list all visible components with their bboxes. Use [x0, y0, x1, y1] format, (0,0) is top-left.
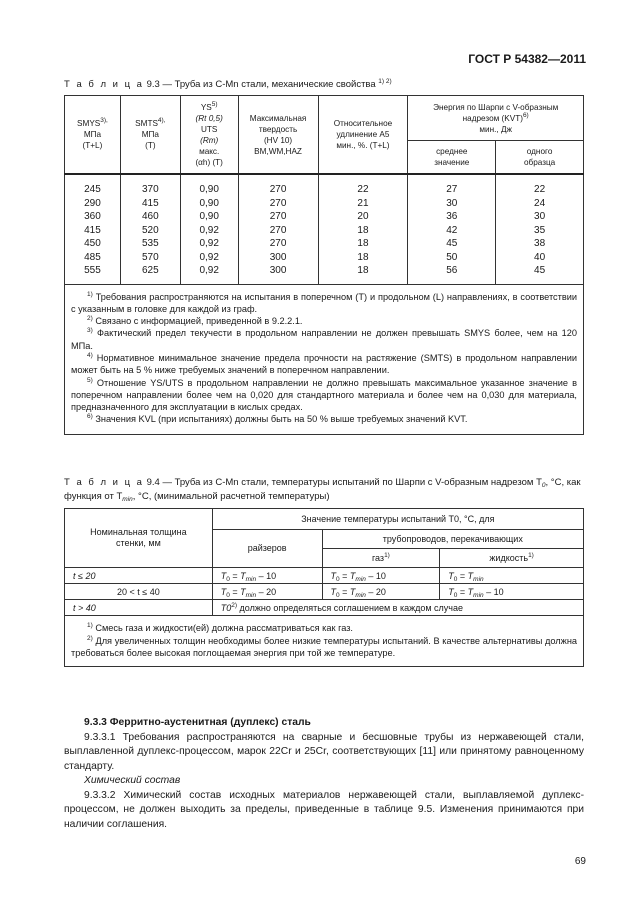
header-liquid: жидкость$^{1)}$ [440, 549, 584, 568]
table-row [65, 584, 584, 600]
header-test-temperature: Значение температуры испытаний T0, °C, для [212, 509, 583, 530]
paragraph-2: 9.3.3.2 Химический состав исходных материалов нержавеющей стали, выплавляемой дуплекс-процессом, не должен выходить за пределы, приведенные в таблице 9.5. Изменения принимаются при наличии соглашения. [64, 789, 584, 830]
footnote: $^{4)}$ Нормативное минимальное значение предела прочности на растяжение (SMTS) в продольном направлении может быть на 5 % ниже требуемых значений в поперечном направлении. [71, 351, 577, 376]
footnote: $^{1)}$ Смесь газа и жидкости(ей) должна рассматриваться как газ. [87, 622, 353, 633]
footnote: $^{6)}$ Значения KVL (при испытаниях) должны быть на 50 % выше требуемых значений KVT. [87, 413, 468, 425]
section-text [64, 716, 584, 832]
header-energy: Энергия по Шарпи с V-образным надрезом (KVT)$^{6)}$ мин., Дж [408, 96, 584, 141]
table-cell: 0,92 [180, 264, 238, 284]
cell-gas: $T_0 = T_{min} - 10$ [322, 568, 440, 584]
table-cell: 45 [408, 237, 496, 251]
table-cell: 270 [238, 174, 318, 197]
header-risers: райзеров [212, 530, 322, 568]
table-cell: 370 [120, 174, 180, 197]
header-pipelines: трубопроводов, перекачивающих [322, 530, 583, 549]
table-row [65, 264, 584, 284]
table-cell: 245 [65, 174, 121, 197]
table-cell: 485 [65, 251, 121, 265]
table-cell: 535 [120, 237, 180, 251]
table-cell: 555 [65, 264, 121, 284]
cell-risers: $T_0 = T_{min} - 20$ [212, 584, 322, 600]
table-cell: 35 [496, 224, 584, 238]
table-9-3 [64, 95, 584, 435]
table-9-3-body [65, 174, 584, 284]
table-cell: 18 [318, 264, 408, 284]
cell-merged: T0$^{2)}$ должно определяться соглашением в каждом случае [212, 600, 583, 616]
table-cell: 0,92 [180, 237, 238, 251]
cell-thickness: t ≤ 20 [65, 568, 213, 584]
table-cell: 18 [318, 224, 408, 238]
table-9-4-caption: Т а б л и ц а 9.4 — Труба из C-Mn стали, температуры испытаний по Шарпи с V-образным надрезом $T_0$, °C, как функция от $T_{min}$, °C, (минимальной расчетной температуры) [64, 477, 581, 503]
table-row [65, 224, 584, 238]
table-cell: 42 [408, 224, 496, 238]
header-average: среднее значение [408, 141, 496, 175]
header-gas: газ$^{1)}$ [322, 549, 440, 568]
table-row [65, 210, 584, 224]
table-cell: 22 [318, 174, 408, 197]
table-cell: 20 [318, 210, 408, 224]
table-cell: 0,92 [180, 224, 238, 238]
table-row [65, 197, 584, 211]
table-cell: 0,90 [180, 210, 238, 224]
table-cell: 40 [496, 251, 584, 265]
page-number: 69 [574, 856, 586, 867]
table-cell: 0,90 [180, 197, 238, 211]
table-cell: 24 [496, 197, 584, 211]
table-cell: 520 [120, 224, 180, 238]
table-9-3-caption-text: 9.3 — Труба из C-Mn стали, механические свойства [146, 79, 376, 90]
footnote: $^{2)}$ Связано с информацией, приведенной в 9.2.2.1. [87, 315, 303, 327]
table-cell: 36 [408, 210, 496, 224]
table-cell: 22 [496, 174, 584, 197]
table-cell: 18 [318, 237, 408, 251]
header-elongation: Относительное удлинение A5 мин., %. (T+L) [318, 96, 408, 175]
header-single: одного образца [496, 141, 584, 175]
cell-gas: $T_0 = T_{min} - 20$ [322, 584, 440, 600]
table-cell: 38 [496, 237, 584, 251]
section-heading: 9.3.3 Ферритно-аустенитная (дуплекс) сталь [84, 717, 311, 728]
table-cell: 30 [496, 210, 584, 224]
table-cell: 450 [65, 237, 121, 251]
cell-risers: $T_0 = T_{min} - 10$ [212, 568, 322, 584]
table-cell: 45 [496, 264, 584, 284]
table-cell: 270 [238, 224, 318, 238]
table-cell: 415 [120, 197, 180, 211]
footnote: $^{5)}$ Отношение YS/UTS в продольном направлении не должно превышать максимальное указанное значение в поперечном направлении более чем на 0,020 для стандартного материала и более чем на 0,030 для материала, предназначенного для эксплуатации в кислых средах. [71, 376, 577, 413]
cell-liquid: $T_0 = T_{min} - 10$ [440, 584, 584, 600]
table-cell: 18 [318, 251, 408, 265]
table-9-3-notes [65, 284, 584, 434]
table-row [65, 237, 584, 251]
table-9-3-caption [64, 78, 584, 92]
header-ys-uts: YS$^{5)}$ (Rt 0,5) UTS (Rm) макс. (αh) (T) [180, 96, 238, 175]
cell-thickness: t > 40 [65, 600, 213, 616]
table-9-3-caption-sup: 1) 2) [378, 78, 392, 85]
header-thickness: Номинальная толщина стенки, мм [65, 509, 213, 568]
table-9-4 [64, 508, 584, 667]
table-cell: 0,90 [180, 174, 238, 197]
table-cell: 30 [408, 197, 496, 211]
table-cell: 27 [408, 174, 496, 197]
document-code: ГОСТ Р 54382—2011 [468, 52, 586, 66]
table-9-4-notes [65, 616, 584, 667]
footnote: $^{3)}$ Фактический предел текучести в продольном направлении не должен превышать SMYS более, чем на 120 МПа. [71, 327, 577, 351]
paragraph-1: 9.3.3.1 Требования распространяются на сварные и бесшовные трубы из нержавеющей стали, выплавленной дуплекс-процессом, марок 22Cr и 25Cr, соответствующих [11] или принятому равноценному стандарту. [64, 731, 584, 772]
table-cell: 56 [408, 264, 496, 284]
table-cell: 570 [120, 251, 180, 265]
cell-liquid: $T_0 = T_{min}$ [440, 568, 584, 584]
table-9-3-caption-label: Т а б л и ц а [64, 79, 144, 90]
table-cell: 300 [238, 264, 318, 284]
table-row [65, 251, 584, 265]
table-cell: 270 [238, 237, 318, 251]
header-hardness: Максимальная твердость (HV 10) BM,WM,HAZ [238, 96, 318, 175]
table-cell: 360 [65, 210, 121, 224]
table-row [65, 600, 584, 616]
table-cell: 290 [65, 197, 121, 211]
header-smts: $SMTS^{4),}$ МПа (T) [120, 96, 180, 175]
table-row [65, 174, 584, 197]
table-cell: 270 [238, 210, 318, 224]
cell-thickness: 20 < t ≤ 40 [65, 584, 213, 600]
table-cell: 21 [318, 197, 408, 211]
table-cell: 270 [238, 197, 318, 211]
table-cell: 0,92 [180, 251, 238, 265]
footnote: $^{2)}$ Для увеличенных толщин необходимы более низкие температуры испытаний. В качестве альтернативы должна требоваться более высокая поглощаемая энергия при той же температуре. [71, 634, 578, 658]
header-smys: $SMYS^{3),}$ МПа (T+L) [65, 96, 121, 175]
table-cell: 300 [238, 251, 318, 265]
table-cell: 50 [408, 251, 496, 265]
table-row [65, 568, 584, 584]
table-cell: 460 [120, 210, 180, 224]
table-cell: 415 [65, 224, 121, 238]
table-cell: 625 [120, 264, 180, 284]
subheading: Химический состав [84, 775, 181, 786]
footnote: $^{1)}$ Требования распространяются на испытания в поперечном (T) и продольном (L) направлениях, в соответствии с указанным в головке для каждой из граф. [71, 290, 577, 314]
